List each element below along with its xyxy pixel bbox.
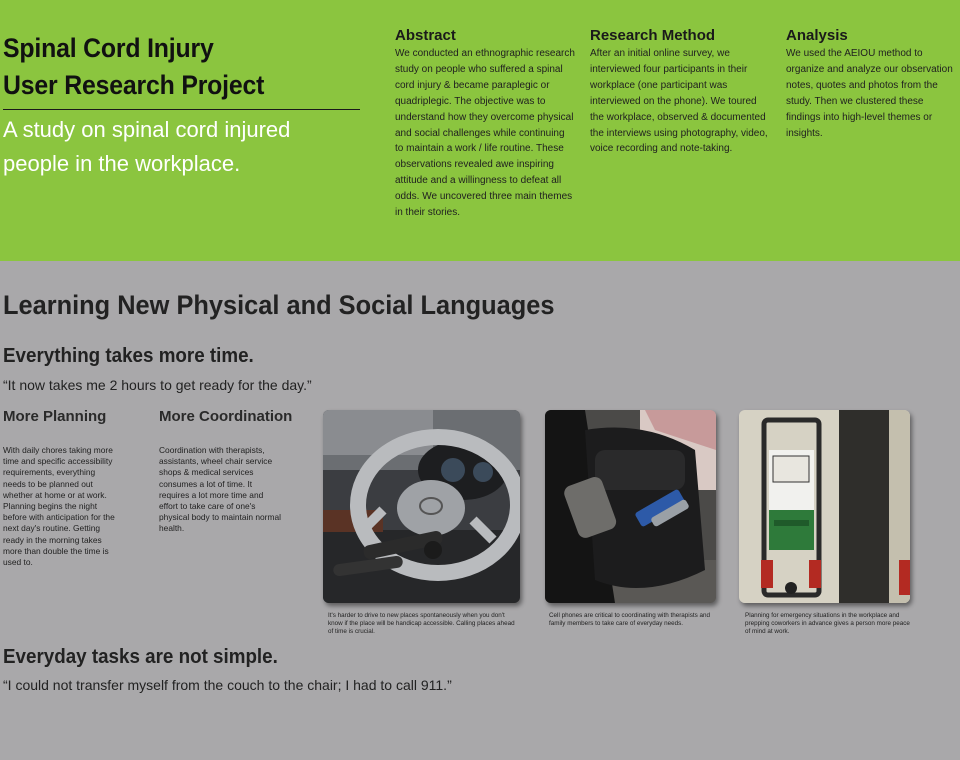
photo-1-caption: It's harder to drive to new places spontaneously when you don't know if the place will be handicap accessible. Calling places ahead of time is crucial. — [328, 612, 515, 635]
subtitle — [3, 113, 363, 181]
main-title-line-2: User Research Project — [3, 70, 265, 100]
method-body: After an initial online survey, we interviewed four participants in their workplace (one participant was interviewed on the phone). We toured the workplace, observed & documented the interviews using photography, video, voice recording and note-taking. — [590, 48, 768, 155]
analysis-heading: Analysis — [786, 27, 848, 44]
section-title: Learning New Physical and Social Languages — [3, 290, 555, 320]
coordination-column — [159, 408, 293, 535]
photo-2-caption: Cell phones are critical to coordinating with therapists and family members to take care of everyday needs. — [549, 612, 711, 627]
photo-3-caption: Planning for emergency situations in the workplace and prepping coworkers in advance gives a person more peace of mind at work. — [745, 612, 910, 635]
coordination-body: Coordination with therapists, assistants, wheel chair service shops & medical services consumes a lot of time. It requires a lot more time and effort to take care of one's physical body to maintain normal health. — [159, 445, 281, 534]
method-column — [590, 27, 768, 157]
theme-2-heading: Everyday tasks are not simple. — [3, 646, 278, 668]
method-heading: Research Method — [590, 27, 716, 44]
coordination-heading: More Coordination — [159, 408, 293, 425]
title-divider — [3, 109, 360, 110]
photo-evacuation-chair — [739, 410, 910, 603]
theme-1-quote: “It now takes me 2 hours to get ready for the day.” — [3, 377, 312, 393]
photo-phone-bag — [545, 410, 716, 603]
subtitle-line-1: A study on spinal cord injured — [3, 117, 291, 142]
abstract-heading: Abstract — [395, 27, 456, 44]
abstract-column — [395, 27, 575, 221]
subtitle-line-2: people in the workplace. — [3, 151, 241, 176]
theme-2-quote: “I could not transfer myself from the couch to the chair; I had to call 911.” — [3, 677, 452, 693]
photo-steering-wheel — [323, 410, 520, 603]
analysis-body: We used the AEIOU method to organize and analyze our observation notes, quotes and photos from the study. Then we clustered these findings into high-level themes or insights. — [786, 48, 953, 139]
evacuation-chair-image — [739, 410, 910, 603]
phone-bag-image — [545, 410, 716, 603]
planning-heading: More Planning — [3, 408, 107, 425]
abstract-body: We conducted an ethnographic research study on people who suffered a spinal cord injury & became paraplegic or quadriplegic. The objective was to understand how they overcome physical and social challenges while continuing to maintain a work / life routine. These observations revealed awe inspiring attitude and a willingness to defeat all odds. We uncovered three main themes in their stories. — [395, 48, 575, 219]
title-block — [3, 30, 360, 176]
steering-wheel-image — [323, 410, 520, 603]
theme-1-heading: Everything takes more time. — [3, 345, 254, 367]
main-title-line-1: Spinal Cord Injury — [3, 33, 214, 63]
planning-body: With daily chores taking more time and specific accessibility requirements, everything needs to be planned out whether at home or at work. Planning begins the night before with anticipation for the next day's routine. Getting ready in the morning takes more than double the time is used to. — [3, 445, 115, 568]
analysis-column — [786, 27, 960, 141]
planning-column — [3, 408, 118, 568]
